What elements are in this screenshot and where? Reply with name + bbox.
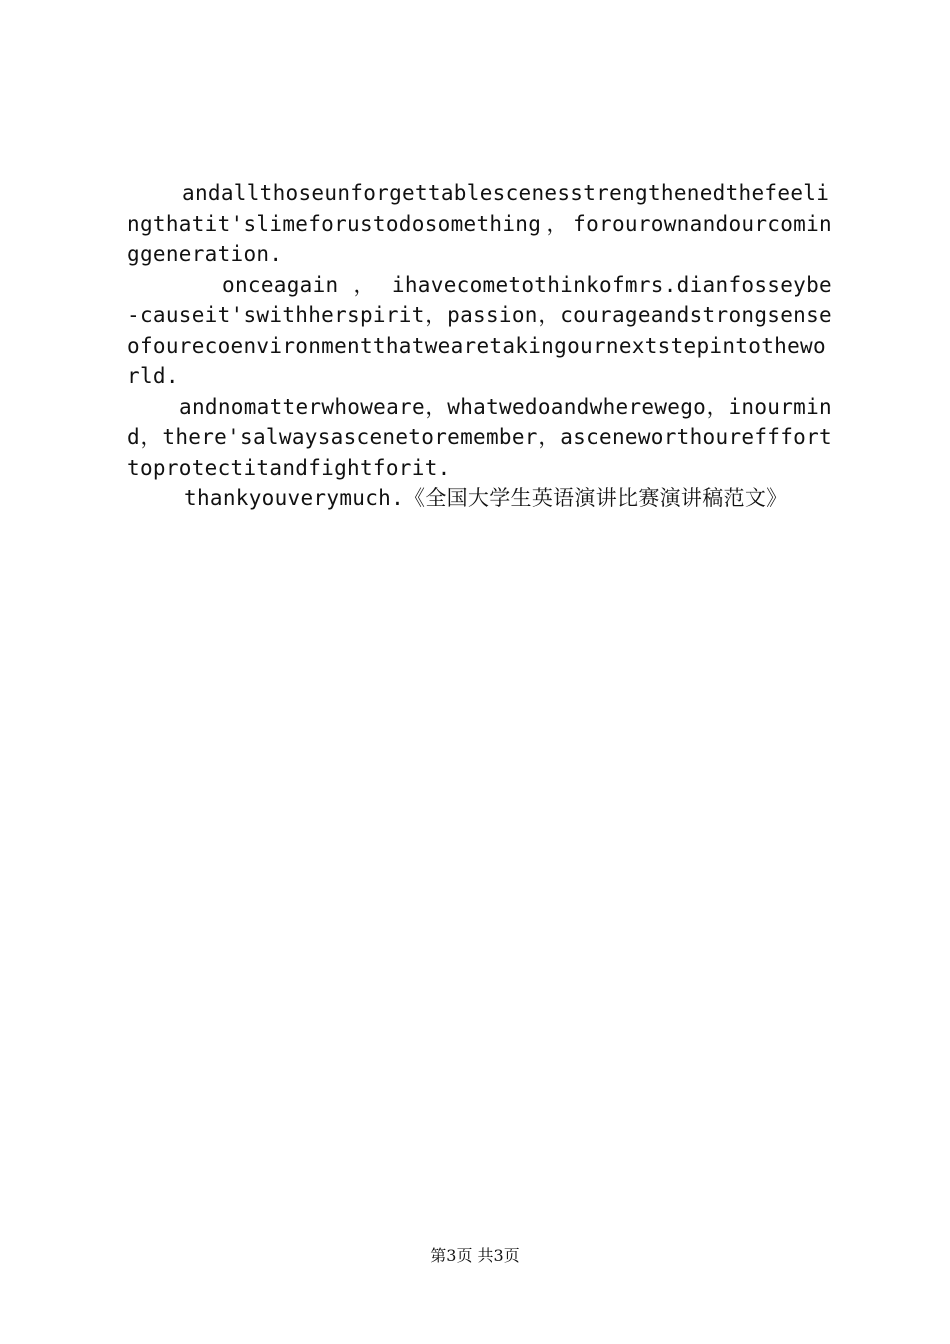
paragraph-1: andallthoseunforgettablescenesstrengthenedthefeelingthatit'slimeforustodosomething，forourownandourcominggeneration. — [127, 181, 832, 266]
paragraph-3: andnomatterwhoweare，whatwedoandwherewego，inourmind，there'salwaysascenetoremember，asceneworthoureffforttoprotectitandfightforit. — [127, 394, 832, 480]
paragraph-2: onceagain ， ihavecometothinkofmrs.dianfosseybe-causeit'swithherspirit，passion，courageandstrongsenseofourecoenvironmentthatwearetakingournextstepintotheworld. — [127, 272, 832, 388]
document-body — [127, 178, 832, 514]
paragraph-4: thankyouverymuch.《全国大学生英语演讲比赛演讲稿范文》 — [184, 486, 788, 510]
page-number-footer: 第3页 共3页 — [430, 1246, 520, 1265]
